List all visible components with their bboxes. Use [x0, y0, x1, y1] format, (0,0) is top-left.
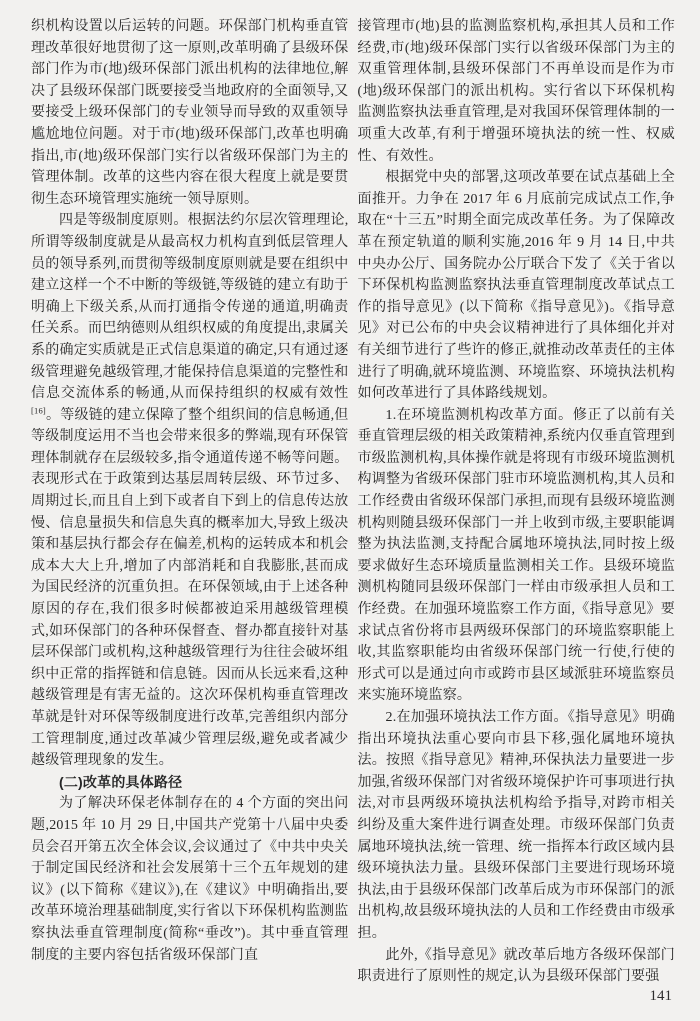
paragraph — [31, 210, 349, 771]
paragraph-continuation: 织机构设置以后运转的问题。环保部门机构垂直管理改革很好地贯彻了这一原则,改革明确了县级环保部门作为市(地)级环保部门派出机构的法律地位,解决了县级环保部门既要接受当地政府的全面领导,又要接受上级环保部门的专业领导而导致的双重领导尴尬地位问题。对于市(地)级环保部门,改革也明确指出,市(地)级环保部门实行以省级环保部门为主的管理体制。改革的这些内容在很大程度上就是要贯彻生态环境管理实施统一领导原则。 — [31, 19, 349, 207]
citation-reference: [16] — [31, 405, 46, 416]
paragraph-text: 。等级链的建立保障了整个组织间的信息畅通,但等级制度运用不当也会带来很多的弊端,现有环保管理体制就存在层级较多,指令通道传递不畅等问题。表现形式在于政策到达基层周转层级、环节过多、周期过长,而且自上到下或者自下到上的信息传达放慢、信息量损失和信息失真的概率加大,导致上级决策和基层执行都会存在偏差,机构的运转成本和机会成本大大上升,增加了内部消耗和自我膨胀,甚而成为国民经济的沉重负担。在环保领域,由于上述各种原因的存在,我们很多时候都被迫采用越级管理模式,如环保部门的各种环保督查、督办都直接针对基层环保部门或机构,这种越级管理行为往往会破坏组织中正常的指挥链和信息链。因而从长远来看,这种越级管理是有害无益的。这次环保机构垂直管理改革就是针对环保等级制度进行改革,完善组织内部分工管理制度,通过改革减少管理层级,避免或者减少越级管理现象的发生。 — [31, 407, 349, 769]
page-number: 141 — [649, 988, 672, 1004]
section-heading: (二)改革的具体路径 — [59, 773, 183, 790]
paragraph: 为了解决环保老体制存在的 4 个方面的突出问题,2015 年 10 月 29 日,中国共产党第十八届中央委员会召开第五次全体会议,会议通过了《中共中央关于制定国民经济和社会发展第十三个五年规划的建议》(以下简称《建议》),在《建议》中明确指出,要改革环境治理基础制度,实行省以下环保机构监测监察执法垂直管理制度(简称“垂改”)。其中垂直管理制度的主要内容包括省级环保部门直 — [31, 796, 349, 963]
paragraph: 2.在加强环境执法工作方面。《指导意见》明确指出环境执法重心要向市县下移,强化属地环境执法。按照《指导意见》精神,环保执法力量要进一步加强,省级环保部门对省级环境保护许可事项进行执法,对市县两级环境执法机构给予指导,对跨市相关纠纷及重大案件进行调查处理。市级环保部门负责属地环境执法,统一管理、统一指挥本行政区域内县级环境执法力量。县级环保部门主要进行现场环境执法,由于县级环保部门改革后成为市环保部门的派出机构,故县级环境执法的人员和工作经费由市级承担。 — [357, 710, 675, 941]
paragraph: 根据党中央的部署,这项改革要在试点基础上全面推开。力争在 2017 年 6 月底前完成试点工作,争取在“十三五”时期全面完成改革任务。为了保障改革在预定轨道的顺利实施,2016 年 9 月 14 日,中共中央办公厅、国务院办公厅联合下发了《关于省以下环保机构监测监察执法垂直管理制度改革试点工作的指导意见》(以下简称《指导意见》)。《指导意见》对已公布的中央会议精神进行了具体细化并对有关细节进行了些许的修正,就推动改革责任的主体进行了明确,就环境监测、环境监察、环境执法机构如何改革进行了具体路线规划。 — [357, 170, 675, 402]
left-column — [31, 16, 349, 994]
paragraph: 1.在环境监测机构改革方面。修正了以前有关垂直管理层级的相关政策精神,系统内仅垂直管理到市级监测机构,具体操作就是将现有市级环境监测机构调整为省级环保部门驻市环境监测机构,其人员和工作经费由省级环保部门承担,而现有县级环境监测机构则随县级环保部门一并上收到市级,主要职能调整为执法监测,支持配合属地环境执法,同时按上级要求做好生态环境质量监测相关工作。县级环境监测机构随同县级环保部门一样由市级承担人员和工作经费。在加强环境监察工作方面,《指导意见》要求试点省份将市县两级环保部门的环境监察职能上收,其监察职能均由省级环保部门统一行使,行使的形式可以是通过向市或跨市县区域派驻环境监察员来实施环境监察。 — [357, 407, 675, 704]
paragraph-text: 四是等级制度原则。根据法约尔层次管理理论,所谓等级制度就是从最高权力机构直到低层管理人员的领导系列,而贯彻等级制度原则就是要在组织中建立这样一个不中断的等级链,等级链的建立有助于明确上下级关系,从而打通指令传递的通道,明确责任关系。而巴纳德则从组织权威的角度提出,隶属关系的确定实质就是正式信息渠道的确定,只有通过逐级管理避免越级管理,才能保持信息渠道的完整性和信息交流体系的畅通,从而保持组织的权威有效性 — [31, 213, 349, 402]
two-column-layout — [31, 16, 675, 994]
paragraph: 此外,《指导意见》就改革后地方各级环保部门职责进行了原则性的规定,认为县级环保部门要强 — [357, 947, 675, 985]
paragraph-continuation: 接管理市(地)县的监测监察机构,承担其人员和工作经费,市(地)级环保部门实行以省级环保部门为主的双重管理体制,县级环保部门不再单设而是作为市(地)级环保部门的派出机构。实行省以下环保机构监测监察执法垂直管理,是对我国环保管理体制的一项重大改革,有利于增强环境执法的统一性、权威性、有效性。 — [357, 19, 675, 164]
right-column — [358, 16, 676, 994]
